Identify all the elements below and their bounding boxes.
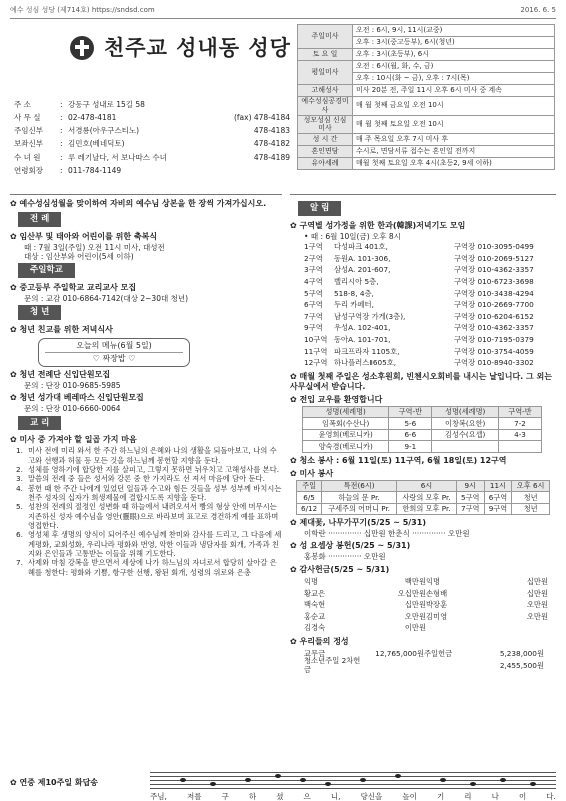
notice-detail: 문의 : 단장 010-6660-0064: [24, 404, 121, 414]
table-row: 6/12 구세주의 어머니 Pr. 한희의 모후 Pr. 7구역 9구역 청년: [297, 503, 550, 515]
lyric-word: 다.: [546, 792, 556, 801]
notice-item: ✿ 미사 봉사: [290, 468, 334, 478]
district-row: 7구역 남성구역장 가게(3층), 구역장 010-6204-6152: [304, 311, 534, 321]
donation-row: 김경숙 이만원: [304, 623, 426, 633]
district-list: [290, 241, 556, 369]
donation-row: 익명 백만원 익명 십만원: [304, 577, 548, 587]
info-row: 사 무 실 : 02-478-4181 (fax) 478-4184: [14, 113, 290, 123]
lyric-word: 높이: [402, 792, 417, 801]
bulletin-date: 2016. 6. 5: [520, 6, 556, 14]
notice-item: ✿ 제대꽃, 나무가꾸기(5/25 ~ 5/31): [290, 518, 426, 528]
notice-item: ✿ 우리들의 정성: [290, 636, 349, 646]
section-liturgy-title: 전 례: [18, 212, 61, 227]
lyric-word: 하: [248, 792, 257, 801]
notice-item: ✿ 임산부 및 태아와 어린이를 위한 축복식: [10, 231, 158, 241]
schedule-row: 평일미사 오전 : 6시(월, 화, 수, 금): [298, 61, 555, 73]
mass-service-table: 주일 특전(6시) 6시 9시 11시 오후 6시 6/5 하늘의 문 Pr. 사랑의 모후 Pr. 5구역 6구역 청년 6/12 구세주의 어머니 Pr. 한희의 모후 Pr. 7구역 9구역 청년: [296, 480, 550, 516]
notice-item: ✿ 감사헌금(5/25 ~ 5/31): [290, 564, 390, 574]
lyric-word: 셨: [276, 792, 284, 801]
district-row: 4구역 벨리시아 5층, 구역장 010-6723-3698: [304, 277, 534, 287]
notice-detail: 이학란 ·············· 십만원 한춘식 ·············· 오만원: [304, 529, 470, 539]
section-doctrine-title: 교 리: [18, 416, 61, 431]
notice-item: ✿ 구역별 성가정을 위한 한과(韓課)저녁기도 모임: [290, 220, 466, 230]
lyric-word: 기: [436, 792, 445, 801]
notice-item: ✿ 전입 교우를 환영합니다: [290, 394, 383, 404]
district-row: 10구역 동아A. 101-701, 구역장 010-7195-0379: [304, 334, 534, 344]
bulletin-info: 예수 성심 성당 (제714호) https://sndsd.com: [10, 6, 155, 14]
notice-detail: 문의 : 교감 010-6864-7142(대상 2~30대 청년): [24, 294, 189, 303]
music-staff: [150, 772, 556, 792]
offering-list: [290, 648, 556, 675]
intro-notice: ✿ 예수성심성월을 맞이하여 자비의 예수님 상본을 한 장씩 가져가십시오.: [10, 199, 267, 208]
district-row: 12구역 하나플러스Ⅱ605호, 구역장 010-8940-3302: [304, 358, 534, 368]
church-name: 천주교 성내동 성당: [104, 34, 291, 60]
left-column: [10, 190, 282, 577]
schedule-row: 토 요 일 오후 : 3시(초등부), 6시: [298, 49, 555, 61]
table-row: 양숙경(베로니카) 9-1: [303, 441, 542, 453]
notice-detail: 대상 : 임산부와 어린이(5세 이하): [24, 252, 134, 261]
section-news-title: 알 림: [298, 201, 341, 216]
lyric-word: 구: [221, 792, 229, 801]
notice-detail: 홍봉화 ·············· 오만원: [304, 552, 386, 562]
schedule-row: 주일미사 오전 : 6시, 9시, 11시(교중): [298, 25, 555, 37]
lyric-word: 저를: [186, 792, 202, 801]
district-row: 3구역 삼성A. 201-607, 구역장 010-4362-3357: [304, 265, 534, 275]
lyric-word: 니,: [330, 792, 341, 801]
divider: [290, 194, 556, 195]
schedule-row: 예수성심공경미사 매 월 첫째 금요일 오전 10시: [298, 97, 555, 116]
info-row: 주임신부 : 서경룡(아우구스티노) 478-4183: [14, 126, 290, 136]
table-row: 임폭회(수산나) 5-6 이창복(요한) 7-2: [303, 418, 542, 430]
doctrine-point: 3. 말씀의 전례 중 들은 성서와 강론 중 한 가지라도 선 져서 마음에 담아 둔다.: [16, 474, 265, 484]
menu-dish: ♡ 짜장밥 ♡: [92, 354, 136, 363]
schedule-row: 유아세례 매월 첫째 토요일 오후 4시(초등2, 9세 이하): [298, 158, 555, 170]
lyric-word: 으: [303, 792, 311, 801]
table-row: 6/5 하늘의 문 Pr. 사랑의 모후 Pr. 5구역 6구역 청년: [297, 492, 550, 504]
doctrine-point: 4. 봉헌 때 한 주간 나에게 있었던 일들과 수고와 힘든 것들을 성부 성부께 바치시는 천주 성자의 십자가 희생제물에 결합시도록 지향을 둔다.: [16, 483, 282, 503]
cross-logo-icon: [70, 36, 94, 60]
schedule-row: 오후 : 10시(화 ~ 금), 오후 : 7시(목): [298, 73, 555, 85]
top-divider: [10, 18, 556, 19]
donation-row: 황교은 오십만원 손형배 십만원: [304, 588, 548, 598]
doctrine-point: 7. 사제와 마침 강복을 받으면서 세상에 나가 하느님의 자녀로서 합당히 살아갈 은혜를 청한다: 평화와 기쁨, 항구한 선행, 왕된 회개, 성령의 위로와 은총: [16, 558, 277, 577]
mass-schedule-table: [297, 24, 555, 170]
district-row: 5구역 518-8, 4층, 구역장 010-3438-4294: [304, 288, 534, 298]
doctrine-point: 5. 성찬의 전례의 절정인 성변화 때 하늘에서 내려오셔서 빵의 형상 안에 머무시는 지존하신 성자 예수님을 영안(靈眼)으로 바라보며 표고로 경건하게 예를 표하며 영접한다.: [16, 502, 279, 530]
doctrine-point: 6. 영성체 후 생명의 양식이 되어주신 예수님께 찬미와 감사를 드리고, 그 다음에 세계평화, 교회성화, 우리나라 평화와 번영, 악한 이들과 냉담자를 회개, 가족과 친지와 은인들과 고통받는 이들을 위해 기도한다.: [16, 530, 282, 558]
lyric-word: 리: [464, 792, 472, 801]
lyric-word: 이: [518, 792, 527, 801]
doctrine-point: 2. 성체를 영하기에 합당한 지를 살피고, 그렇지 못하면 뉘우치고 고해성사를 본다.: [16, 465, 280, 475]
schedule-row: 오후 : 3시(중고등부), 6시(청년): [298, 37, 555, 49]
info-row: 보좌신부 : 김민호(베네딕토) 478-4182: [14, 139, 290, 149]
notice-item: ✿ 청년 성가대 베레따스 신입단원모집: [10, 393, 144, 403]
psalm-label: ✿ 연중 제10주일 화답송: [10, 778, 99, 787]
notice-detail: 문의 : 단장 010-9685-5985: [24, 381, 121, 390]
notice-item: ✿ 중고등부 주일학교 교리교사 모집: [10, 283, 137, 292]
district-row: 11구역 파크프라자 1105호, 구역장 010-3754-4059: [304, 346, 534, 356]
offering-row: 교무금 12,765,000원 주일헌금 5,238,000원: [304, 648, 544, 658]
lyric-word: 당신을: [360, 792, 383, 801]
notice-item: ✿ 성 요셉상 봉헌(5/25 ~ 5/31): [290, 541, 411, 551]
lyric-word: 나: [491, 792, 499, 801]
notice-item: ✿ 청년 친교를 위한 저녁식사: [10, 325, 113, 334]
district-row: 2구역 동원A. 101-306, 구역장 010-2069-5127: [304, 253, 534, 263]
info-row: 수 녀 원 : 루 레기날다, 서 보나따스 수녀 478-4189: [14, 152, 290, 162]
transfer-table: 성명(세례명) 구역-반 성명(세례명) 구역-반 임폭회(수산나) 5-6 이창복(요한) 7-2 윤영희(베로니카) 6-6 김성수(요셉) 4-3 양숙경(베로니카) 9-1: [302, 406, 542, 453]
table-row: 윤영희(베로니카) 6-6 김성수(요셉) 4-3: [303, 429, 542, 441]
lyric-word: 주님,: [150, 792, 167, 801]
info-row: 주 소 : 강동구 성내로 15길 58: [14, 99, 145, 109]
notice-item: ✿ 미사 중 가져야 할 일곱 가지 마음: [10, 435, 137, 445]
church-header: [70, 28, 291, 68]
divider: [10, 194, 282, 195]
menu-title: 오늘의 메뉴(6월 5일): [76, 341, 152, 350]
church-info: [14, 98, 290, 177]
notice-item: ✿ 청년 전례단 신입단원모집: [10, 370, 111, 379]
district-row: 9구역 우성A. 102-401, 구역장 010-4362-3357: [304, 323, 534, 333]
donation-row: 백숙현 십만원 박장훈 오만원: [304, 600, 548, 610]
section-youth-title: 청 년: [18, 305, 61, 320]
info-row: 연령회장 : 011-784-1149: [14, 165, 122, 175]
schedule-row: 성모성심 신심미사 매 월 첫째 토요일 오전 10시: [298, 115, 555, 134]
schedule-row: 혼인면담 수시로, 면담서류 접수는 혼인일 전까지: [298, 146, 555, 158]
right-column: [290, 190, 556, 675]
district-row: 1구역 다성파크 401호, 구역장 010-3095-0499: [304, 242, 534, 252]
psalm-footer: [10, 770, 556, 801]
section-sunday-school-title: 주일학교: [18, 263, 75, 278]
top-meta: [10, 6, 556, 16]
notice-item: ✿ 매월 첫째 주일은 성소후원회, 빈첸시오회비를 내시는 날입니다. 그 외는 사무실에서 받습니다.: [290, 371, 552, 391]
donation-row: 홍순교 오만원 김미영 오만원: [304, 611, 548, 621]
offering-row: 청소년주일 2차헌금 2,455,500원: [304, 656, 544, 675]
notice-item: ✿ 청소 봉사 : 6월 11일(토) 11구역, 6월 18일(토) 12구역: [290, 455, 507, 465]
schedule-row: 성 시 간 매 주 목요일 오후 7시 미사 후: [298, 134, 555, 146]
district-row: 6구역 두리 카페터, 구역장 010-2669-7700: [304, 300, 534, 310]
menu-box: [38, 338, 190, 367]
notice-detail: 때 : 7월 3일(주일) 오전 11시 미사, 대성전: [24, 242, 165, 252]
doctrine-point: 1. 미사 전에 미리 와서 한 주간 하느님의 은혜와 나의 생활을 되돌아보고, 나의 수고와 선행과 허물 등 모든 것을 하느님께 봉헌할 지향을 둔다.: [16, 446, 277, 465]
notice-detail: • 때 : 6월 10일(금) 오후 8시: [304, 231, 401, 241]
thanks-list: [290, 576, 556, 634]
schedule-row: 고해성사 미사 20분 전, 주일 11시 오후 6시 미사 중 계속: [298, 85, 555, 97]
